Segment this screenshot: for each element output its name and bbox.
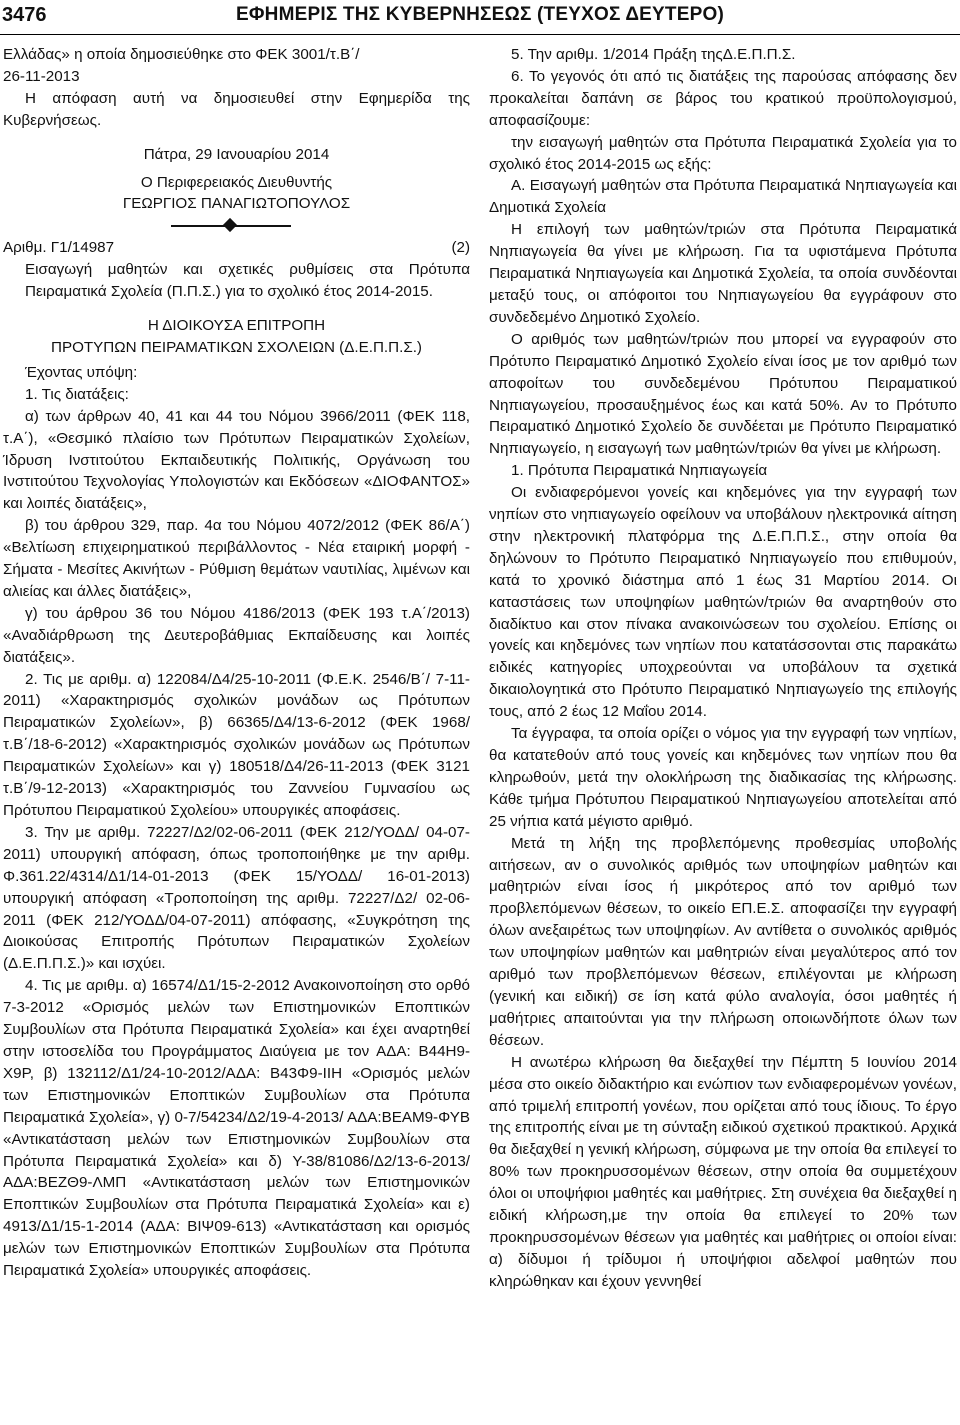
authority-line-1: Η ΔΙΟΙΚΟΥΣΑ ΕΠΙΤΡΟΠΗ (147, 317, 326, 335)
paragraph: την εισαγωγή μαθητών στα Πρότυπα Πειραματικά Σχολεία για το σχολικό έτος 2014-2015 ως εξής: (489, 133, 957, 173)
diamond-icon (223, 218, 237, 232)
signature-place-date: Πάτρα, 29 Ιανουαρίου 2014 (143, 145, 330, 163)
section-divider (3, 215, 470, 237)
paragraph: Μετά τη λήξη της προβλεπόμενης προθεσμίας υποβολής αιτήσεων, αν ο συνολικός αριθμός των υποψηφίων μαθητών και μαθητριών είναι ίσος ή μικρότερος από τον αριθμό των προβλεπόμενων θέσεων, το οικείο ΕΠ.Ε.Σ. αποφασίζει την εγγραφή όλων ανεξαιρέτως των υποψηφίων. Αν αντίθετα ο συνολικός αριθμός των υποψηφίων μαθητών και μαθητριών είναι μεγαλύτερος από τον αριθμό των προβλεπόμενων θέσεων, επιλέγονται με κλήρωση (γενική και ειδική) σε ίση κατά φύλο αναλογία, όσοι μαθητές ή μαθήτριες απαιτούνται για την πλήρωση οποιωνδήποτε όλων των θέσεων. (489, 834, 957, 1049)
paragraph: Ελλάδας» η οποία δημοσιεύθηκε στο ΦΕΚ 3001/τ.Β΄/ (3, 46, 360, 63)
signature-name: ΓΕΩΡΓΙΟΣ ΠΑΝΑΓΙΩΤΟΠΟΥΛΟΣ (122, 195, 351, 213)
section-heading: Α. Εισαγωγή μαθητών στα Πρότυπα Πειραματικά Νηπιαγωγεία και Δημοτικά Σχολεία (489, 177, 957, 217)
paragraph: Η επιλογή των μαθητών/τριών στα Πρότυπα Πειραματικά Νηπιαγωγεία θα γίνει με κλήρωση. Για τα υφιστάμενα Πρότυπα Πειραματικά Νηπιαγωγεία και Δημοτικά Σχολεία, τα οποία συνδέονται μεταξύ τους, οι απόφοιτοι του Νηπιαγωγείου θα εγγράφουν στο συνδεδεμένο Δημοτικό Σχολείο. (489, 221, 957, 326)
having-regard: Έχοντας υπόψη: (25, 363, 138, 381)
clause: 1. Τις διατάξεις: (25, 385, 129, 403)
clause: 4. Τις με αριθμ. α) 16574/Δ1/15-2-2012 Ανακοινοποίηση στο ορθό 7-3-2012 «Ορισμός μελών των Επιστημονικών Εποπτικών Συμβουλίων στα Πρότυπα Πειραματικά Σχολεία» και έχει αναρτηθεί στην ιστοσελίδα του Προγράμματος Διαύγεια με τον ΑΔΑ: Β44Η9-Χ9Ρ, β) 132112/Δ1/24-10-2012/ΑΔΑ: Β43Φ9-ΙΙΗ «Ορισμός μελών των Επιστημονικών Εποπτικών Συμβουλίων στα Πρότυπα Πειραματικά Σχολεία», γ) 0-7/54234/Δ2/19-4-2013/ ΑΔΑ:ΒΕΑΜ9-ΦΥΒ «Αντικατάσταση μελών των Επιστημονικών Συμβουλίων στα Πρότυπα Πειραματικά Σχολεία» και δ) Υ-38/81086/Δ2/13-6-2013/ΑΔΑ:ΒΕΖΘ9-ΛΜΠ «Αντικατάσταση μελών των Επιστημονικών Εποπτικών Συμβουλίων στα Πρότυπα Πειραματικά Σχολεία» και ε) 4913/Δ1/15-1-2014 (ΑΔΑ: ΒΙΨ09-613) «Αντικατάσταση και ορισμός μελών των Επιστημονικών Εποπτικών Συμβουλίων στα Πρότυπα Πειραματικά Σχολεία» υπουργικές αποφάσεις. (3, 977, 470, 1280)
clause: 6. Το γεγονός ότι από τις διατάξεις της παρούσας απόφασης δεν προκαλείται δαπάνη σε βάρος του κρατικού προϋπολογισμού, αποφασίζουμε: (489, 67, 957, 129)
gazette-header (0, 0, 960, 35)
clause: 2. Τις με αριθμ. α) 122084/Δ4/25-10-2011 (Φ.Ε.Κ. 2546/Β΄/ 7-11-2011) «Χαρακτηρισμός σχολικών μονάδων ως Πρότυπων Πειραματικών Σχολείων», β) 66365/Δ4/13-6-2012 (ΦΕΚ 1968/τ.Β΄/18-6-2012) «Χαρακτηρισμός σχολικών μονάδων ως Πρότυπων Πειραματικών Σχολείων» και γ) 180518/Δ4/26-11-2013 (ΦΕΚ 3121 τ.Β΄/9-12-2013) «Χαρακτηρισμός του Ζαννείου Γυμνασίου ως Πρότυπου Πειραματικού Σχολείου» υπουργικές αποφάσεις. (3, 670, 470, 819)
left-column (3, 44, 470, 1282)
clause: β) του άρθρου 329, παρ. 4α του Νόμου 4072/2012 (ΦΕΚ 86/Α΄) «Βελτίωση επιχειρηματικού περιβάλλοντος - Νέα εταιρική μορφή - Σήματα - Μεσίτες Ακινήτων - Ρύθμιση θεμάτων ναυτιλίας, λιμένων και αλιείας και άλλες διατάξεις», (3, 517, 470, 600)
clause: γ) του άρθρου 36 του Νόμου 4186/2013 (ΦΕΚ 193 τ.Α΄/2013) «Αναδιάρθρωση της Δευτεροβάθμιας Εκπαίδευσης και λοιπές διατάξεις». (3, 604, 470, 666)
paragraph: Οι ενδιαφερόμενοι γονείς και κηδεμόνες για την εγγραφή των νηπίων στο νηπιαγωγείο οφείλουν να υποβάλουν ηλεκτρονικά αίτηση στην ηλεκτρονική πλατφόρμα της Δ.Ε.Π.Π.Σ., στην οποία θα δηλώνουν το Πρότυπο Πειραματικό Νηπιαγωγείο που επιθυμούν, κατά το χρονικό διάστημα από 1 έως 31 Μαρτίου 2014. Οι καταστάσεις των υποψηφίων μαθητών/τριών θα αναρτηθούν στο διαδίκτυο και στον πίνακα ανακοινώσεων του σχολείου. Επίσης οι γονείς και κηδεμόνες των νηπίων που κατατάσσονται στις παρακάτω ειδικές κατηγορίες υποχρεούνται να υποβάλουν τα σχετικά δικαιολογητικά στο Πρότυπο Πειραματικό Νηπιαγωγείο της επιλογής τους, από 2 έως 12 Μαΐου 2014. (489, 484, 957, 721)
document-seq-number: (2) (451, 239, 470, 257)
authority-line-2: ΠΡΟΤΥΠΩΝ ΠΕΙΡΑΜΑΤΙΚΩΝ ΣΧΟΛΕΙΩΝ (Δ.Ε.Π.Π.Σ.) (50, 338, 422, 356)
page-number: 3476 (2, 4, 47, 26)
paragraph: Ο αριθμός των μαθητών/τριών που μπορεί να εγγραφούν στο Πρότυπο Πειραματικό Δημοτικό Σχολείο είναι ίσος με τον αριθμό των αποφοίτων του συνδεδεμένου Πρότυπου Πειραματικού Νηπιαγωγείου, προσαυξημένος έως και κατά 50%. Αν το Πρότυπο Πειραματικό Δημοτικό Σχολείο δε συνδέεται με Πρότυπο Πειραματικό Νηπιαγωγείο, η εισαγωγή των μαθητών/τριών θα γίνει με κλήρωση. (489, 330, 957, 458)
gazette-title: ΕΦΗΜΕΡΙΣ ΤΗΣ ΚΥΒΕΡΝΗΣΕΩΣ (ΤΕΥΧΟΣ ΔΕΥΤΕΡΟ) (236, 4, 724, 25)
paragraph: 26-11-2013 (3, 67, 80, 85)
document-reference (3, 237, 470, 259)
clause: 5. Την αριθμ. 1/2014 Πράξη τηςΔ.Ε.Π.Π.Σ. (511, 46, 796, 63)
paragraph: Τα έγγραφα, τα οποία ορίζει ο νόμος για την εγγραφή των νηπίων, θα κατατεθούν από τους γονείς και κηδεμόνες των νηπίων που θα κληρωθούν, μετά την ολοκλήρωση της διαδικασίας της κλήρωσης. Κάθε τμήμα Πρότυπου Πειραματικού Νηπιαγωγείου αποτελείται από 25 νήπια κατά μέγιστο αριθμό. (489, 725, 957, 830)
document-ref-number: Αριθμ. Γ1/14987 (3, 239, 115, 257)
paragraph: Η ανωτέρω κλήρωση θα διεξαχθεί την Πέμπτη 5 Ιουνίου 2014 μέσα στο οικείο διδακτήριο και ενώπιον των ενδιαφερομένων γονέων, από τριμελή επιτροπή γονέων, που ορίζεται από τους ίδιους. Το έργο της επιτροπής είναι με τη σύνταξη ειδικού σχετικού πρακτικού. Αρχικά θα διεξαχθεί η γενική κλήρωση, σύμφωνα με την οποία θα επιλεγεί το 80% των προκηρυσσομένων θέσεων, στην οποία θα συμμετέχουν όλοι οι υποψήφιοι μαθητές και μαθήτριες. Στη συνέχεια θα διεξαχθεί η ειδική κλήρωση,με την οποία θα επιλεγεί το 20% των προκηρυσσομένων θέσεων για μαθητές και μαθήτριες οι οποίοι είναι: α) δίδυμοι ή τρίδυμοι ή υποψήφιοι αδελφοί μαθητών που κληρώθηκαν και έχουν γεννηθεί (489, 1053, 957, 1290)
document-title: Εισαγωγή μαθητών και σχετικές ρυθμίσεις στα Πρότυπα Πειραματικά Σχολεία (Π.Π.Σ.) για το σχολικό έτος 2014-2015. (25, 261, 470, 301)
clause: 3. Την με αριθμ. 72227/Δ2/02-06-2011 (ΦΕΚ 212/ΥΟΔΔ/ 04-07-2011) υπουργική απόφαση, όπως τροποποιήθηκε με την αριθμ. Φ.361.22/4314/Δ1/14-01-2013 (ΦΕΚ 15/ΥΟΔΔ/ 16-01-2013) υπουργική απόφαση «Τροποποίηση της αριθμ. 72227/Δ2/ 02-06-2011 (ΦΕΚ 212/ΥΟΔΔ/04-07-2011) απόφασης, «Συγκρότηση της Διοικούσας Επιτροπής Πρότυπων Πειραματικών Σχολείων (Δ.Ε.Π.Π.Σ.)» και ισχύει. (3, 823, 470, 973)
paragraph: Η απόφαση αυτή να δημοσιευθεί στην Εφημερίδα της Κυβερνήσεως. (3, 89, 470, 129)
subsection-heading: 1. Πρότυπα Πειραματικά Νηπιαγωγεία (511, 462, 768, 480)
right-column (489, 44, 957, 1293)
signature-role: Ο Περιφερειακός Διευθυντής (140, 173, 333, 191)
clause: α) των άρθρων 40, 41 και 44 του Νόμου 3966/2011 (ΦΕΚ 118, τ.Α΄), «Θεσμικό πλαίσιο των Πρότυπων Πειραματικών Σχολείων, Ίδρυση Ινστιτούτου Εκπαιδευτικής Πολιτικής, Οργάνωση του Ινστιτούτου Τεχνολογίας Υπολογιστών και Εκδόσεων «ΔΙΟΦΑΝΤΟΣ» και λοιπές διατάξεις», (3, 407, 470, 513)
